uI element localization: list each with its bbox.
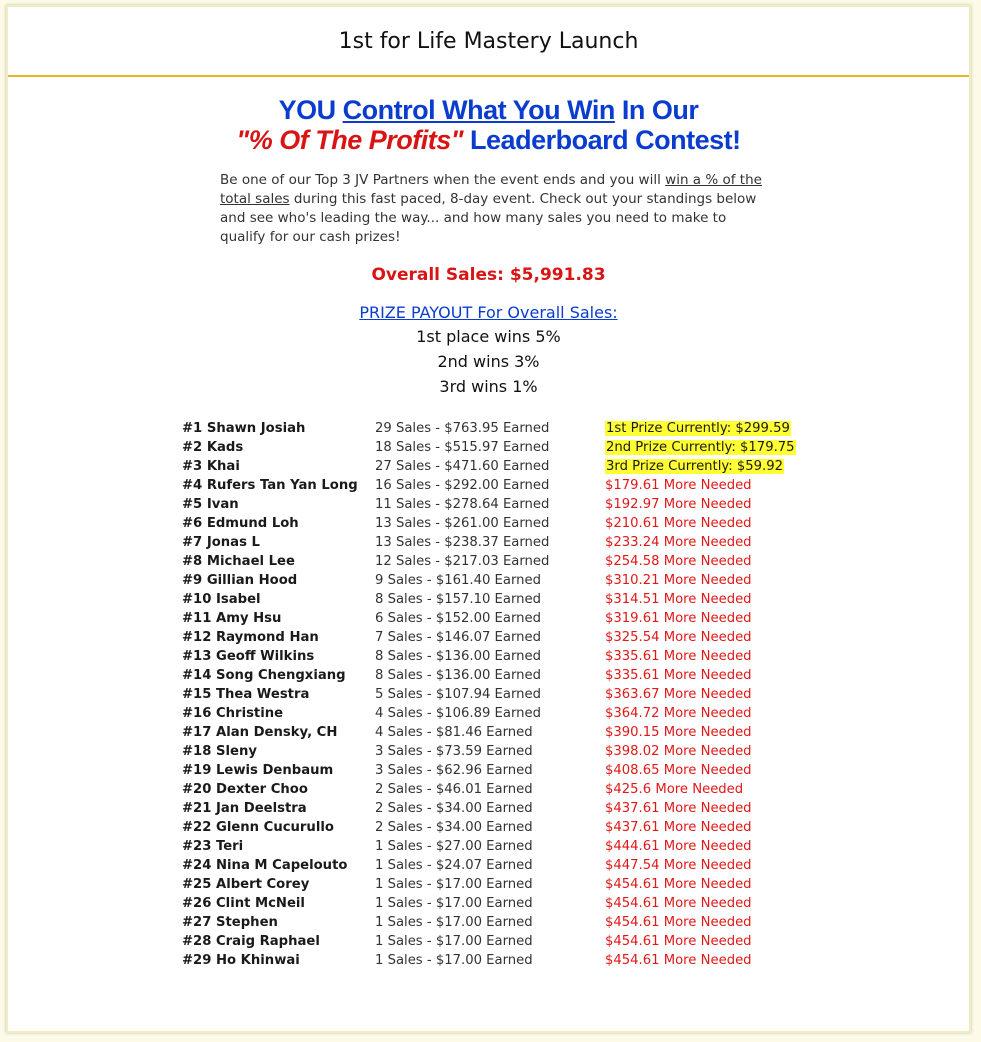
partner-sales: 1 Sales - $27.00 Earned xyxy=(375,839,533,854)
headline-contest: Leaderboard Contest! xyxy=(470,125,741,155)
partner-name: #1 Shawn Josiah xyxy=(182,421,306,436)
leaderboard-row xyxy=(182,951,802,970)
leaderboard-row xyxy=(182,552,802,571)
partner-name: #29 Ho Khinwai xyxy=(182,953,300,968)
more-needed-status: $363.67 More Needed xyxy=(605,687,752,702)
partner-sales: 27 Sales - $471.60 Earned xyxy=(375,459,550,474)
partner-name: #17 Alan Densky, CH xyxy=(182,725,338,740)
more-needed-status: $335.61 More Needed xyxy=(605,668,752,683)
partner-sales: 2 Sales - $34.00 Earned xyxy=(375,820,533,835)
partner-sales: 4 Sales - $81.46 Earned xyxy=(375,725,533,740)
more-needed-status: $454.61 More Needed xyxy=(605,877,752,892)
more-needed-status: $310.21 More Needed xyxy=(605,573,752,588)
leaderboard-row xyxy=(182,476,802,495)
leaderboard-row xyxy=(182,666,802,685)
leaderboard-row xyxy=(182,932,802,951)
partner-sales: 6 Sales - $152.00 Earned xyxy=(375,611,541,626)
more-needed-status: $325.54 More Needed xyxy=(605,630,752,645)
partner-name: #7 Jonas L xyxy=(182,535,260,550)
more-needed-status: $437.61 More Needed xyxy=(605,801,752,816)
partner-name: #28 Craig Raphael xyxy=(182,934,320,949)
partner-name: #4 Rufers Tan Yan Long xyxy=(182,478,358,493)
leaderboard-row xyxy=(182,856,802,875)
leaderboard-row xyxy=(182,647,802,666)
partner-sales: 12 Sales - $217.03 Earned xyxy=(375,554,550,569)
partner-sales: 8 Sales - $157.10 Earned xyxy=(375,592,541,607)
partner-sales: 3 Sales - $73.59 Earned xyxy=(375,744,533,759)
intro-paragraph xyxy=(220,171,765,247)
partner-sales: 1 Sales - $17.00 Earned xyxy=(375,934,533,949)
overall-sales: Overall Sales: $5,991.83 xyxy=(371,265,606,285)
partner-name: #2 Kads xyxy=(182,440,244,455)
partner-sales: 5 Sales - $107.94 Earned xyxy=(375,687,541,702)
more-needed-status: $210.61 More Needed xyxy=(605,516,752,531)
leaderboard-row xyxy=(182,438,802,457)
leaderboard-table xyxy=(182,419,802,970)
leaderboard-row xyxy=(182,875,802,894)
partner-name: #11 Amy Hsu xyxy=(182,611,282,626)
more-needed-status: $314.51 More Needed xyxy=(605,592,752,607)
partner-name: #8 Michael Lee xyxy=(182,554,295,569)
partner-name: #24 Nina M Capelouto xyxy=(182,858,348,873)
more-needed-status: $335.61 More Needed xyxy=(605,649,752,664)
partner-name: #9 Gillian Hood xyxy=(182,573,298,588)
payout-first-place: 1st place wins 5% xyxy=(416,327,561,346)
leaderboard-row xyxy=(182,818,802,837)
more-needed-status: $454.61 More Needed xyxy=(605,896,752,911)
more-needed-status: $233.24 More Needed xyxy=(605,535,752,550)
partner-sales: 1 Sales - $17.00 Earned xyxy=(375,896,533,911)
more-needed-status: $437.61 More Needed xyxy=(605,820,752,835)
partner-name: #6 Edmund Loh xyxy=(182,516,299,531)
partner-name: #14 Song Chengxiang xyxy=(182,668,346,683)
partner-sales: 1 Sales - $24.07 Earned xyxy=(375,858,533,873)
partner-sales: 11 Sales - $278.64 Earned xyxy=(375,497,550,512)
leaderboard-row xyxy=(182,837,802,856)
more-needed-status: $319.61 More Needed xyxy=(605,611,752,626)
leaderboard-row xyxy=(182,419,802,438)
partner-name: #16 Christine xyxy=(182,706,284,721)
partner-name: #27 Stephen xyxy=(182,915,278,930)
leaderboard-row xyxy=(182,913,802,932)
partner-name: #23 Teri xyxy=(182,839,244,854)
partner-name: #5 Ivan xyxy=(182,497,239,512)
more-needed-status: $447.54 More Needed xyxy=(605,858,752,873)
leaderboard-row xyxy=(182,761,802,780)
partner-sales: 7 Sales - $146.07 Earned xyxy=(375,630,541,645)
partner-name: #21 Jan Deelstra xyxy=(182,801,307,816)
partner-name: #3 Khai xyxy=(182,459,240,474)
partner-name: #18 Sleny xyxy=(182,744,257,759)
leaderboard-row xyxy=(182,799,802,818)
more-needed-status: $425.6 More Needed xyxy=(605,782,744,797)
leaderboard-row xyxy=(182,457,802,476)
prize-highlight: 1st Prize Currently: $299.59 xyxy=(606,421,790,436)
prize-status xyxy=(605,419,791,438)
leaderboard-row xyxy=(182,533,802,552)
headline-control-link[interactable]: Control What You Win xyxy=(342,95,615,125)
leaderboard-row xyxy=(182,495,802,514)
leaderboard-row xyxy=(182,628,802,647)
partner-name: #10 Isabel xyxy=(182,592,261,607)
partner-sales: 4 Sales - $106.89 Earned xyxy=(375,706,541,721)
prize-payout-title[interactable]: PRIZE PAYOUT For Overall Sales: xyxy=(359,303,618,322)
partner-sales: 9 Sales - $161.40 Earned xyxy=(375,573,541,588)
leaderboard-row xyxy=(182,609,802,628)
partner-sales: 1 Sales - $17.00 Earned xyxy=(375,953,533,968)
partner-sales: 1 Sales - $17.00 Earned xyxy=(375,915,533,930)
payout-third-place: 3rd wins 1% xyxy=(439,377,538,396)
headline-in-our: In Our xyxy=(621,95,699,125)
partner-name: #19 Lewis Denbaum xyxy=(182,763,334,778)
partner-sales: 8 Sales - $136.00 Earned xyxy=(375,668,541,683)
intro-text-2: during this fast paced, 8-day event. Check out your standings below and see who's leading the way... and how many sales you need to make to qualify for our cash prizes! xyxy=(220,191,757,245)
partner-sales: 2 Sales - $46.01 Earned xyxy=(375,782,533,797)
leaderboard-row xyxy=(182,780,802,799)
more-needed-status: $179.61 More Needed xyxy=(605,478,752,493)
more-needed-status: $390.15 More Needed xyxy=(605,725,752,740)
partner-sales: 3 Sales - $62.96 Earned xyxy=(375,763,533,778)
partner-name: #15 Thea Westra xyxy=(182,687,310,702)
more-needed-status: $398.02 More Needed xyxy=(605,744,752,759)
leaderboard-row xyxy=(182,723,802,742)
more-needed-status: $454.61 More Needed xyxy=(605,915,752,930)
prize-status xyxy=(605,457,784,476)
prize-status xyxy=(605,438,796,457)
partner-sales: 18 Sales - $515.97 Earned xyxy=(375,440,550,455)
leaderboard-row xyxy=(182,894,802,913)
headline-line-2 xyxy=(8,125,969,155)
leaderboard-row xyxy=(182,704,802,723)
partner-name: #26 Clint McNeil xyxy=(182,896,305,911)
partner-name: #22 Glenn Cucurullo xyxy=(182,820,334,835)
partner-sales: 16 Sales - $292.00 Earned xyxy=(375,478,550,493)
intro-prize-link[interactable]: win a % of the total sales xyxy=(220,172,762,207)
headline-profits-quote: "% Of The Profits" xyxy=(236,125,464,155)
more-needed-status: $454.61 More Needed xyxy=(605,953,752,968)
partner-sales: 13 Sales - $261.00 Earned xyxy=(375,516,550,531)
leaderboard-row xyxy=(182,685,802,704)
headline-you: YOU xyxy=(278,95,336,125)
prize-highlight: 2nd Prize Currently: $179.75 xyxy=(606,440,795,455)
partner-name: #20 Dexter Choo xyxy=(182,782,308,797)
partner-sales: 8 Sales - $136.00 Earned xyxy=(375,649,541,664)
page-header xyxy=(8,7,969,77)
leaderboard-row xyxy=(182,514,802,533)
page-frame xyxy=(6,5,971,1033)
more-needed-status: $254.58 More Needed xyxy=(605,554,752,569)
more-needed-status: $444.61 More Needed xyxy=(605,839,752,854)
headline-line-1 xyxy=(8,95,969,125)
leaderboard-row xyxy=(182,742,802,761)
partner-name: #25 Albert Corey xyxy=(182,877,310,892)
partner-name: #12 Raymond Han xyxy=(182,630,319,645)
prize-highlight: 3rd Prize Currently: $59.92 xyxy=(606,459,783,474)
more-needed-status: $364.72 More Needed xyxy=(605,706,752,721)
more-needed-status: $454.61 More Needed xyxy=(605,934,752,949)
partner-sales: 29 Sales - $763.95 Earned xyxy=(375,421,550,436)
intro-text-1: Be one of our Top 3 JV Partners when the event ends and you will xyxy=(220,172,666,188)
page-title: 1st for Life Mastery Launch xyxy=(338,28,639,54)
partner-name: #13 Geoff Wilkins xyxy=(182,649,315,664)
contest-headline xyxy=(8,95,969,155)
more-needed-status: $192.97 More Needed xyxy=(605,497,752,512)
partner-sales: 13 Sales - $238.37 Earned xyxy=(375,535,550,550)
partner-sales: 1 Sales - $17.00 Earned xyxy=(375,877,533,892)
leaderboard-row xyxy=(182,571,802,590)
partner-sales: 2 Sales - $34.00 Earned xyxy=(375,801,533,816)
leaderboard-row xyxy=(182,590,802,609)
payout-second-place: 2nd wins 3% xyxy=(437,352,540,371)
more-needed-status: $408.65 More Needed xyxy=(605,763,752,778)
